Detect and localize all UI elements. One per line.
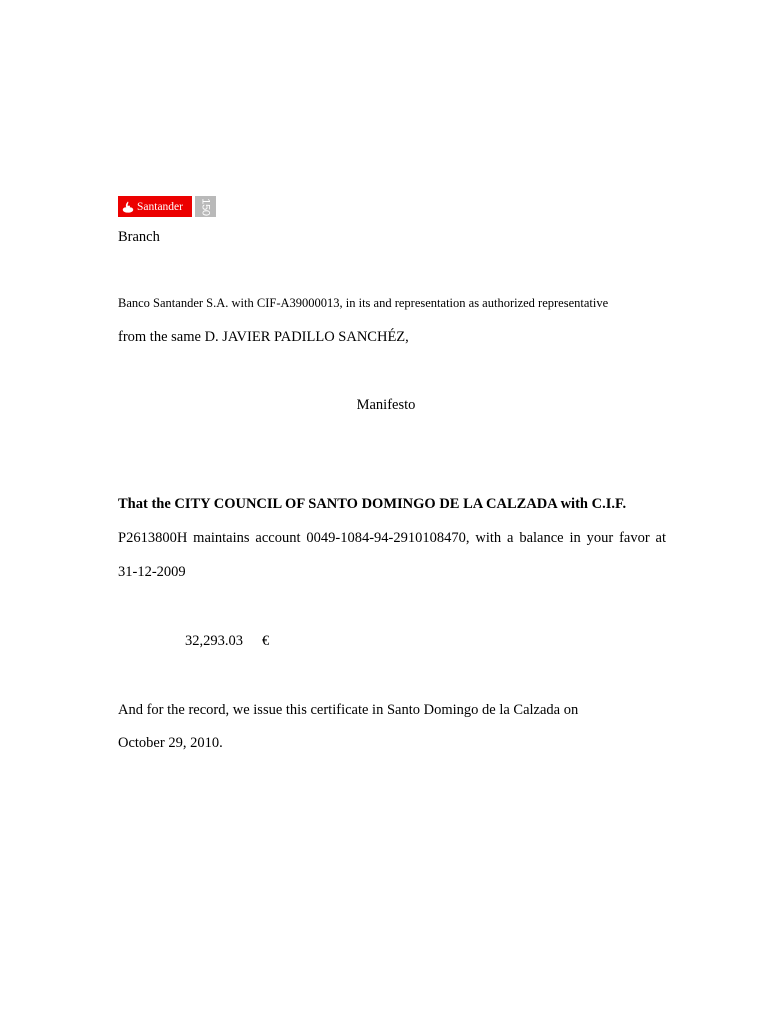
closing-line-1: And for the record, we issue this certificate in Santo Domingo de la Calzada on [118,702,579,718]
heading-manifesto: Manifesto [356,397,416,413]
statement-line-2: P2613800H maintains account 0049-1084-94-2910108470, with a balance in your favor at [118,530,666,546]
statement-line-3: 31-12-2009 [118,564,186,580]
anniversary-badge [195,196,216,217]
flame-icon [122,201,134,213]
santander-logo [118,196,216,217]
intro-line-2: from the same D. JAVIER PADILLO SANCHÉZ, [118,329,409,345]
statement-line-1: That the CITY COUNCIL OF SANTO DOMINGO DE LA CALZADA with C.I.F. [118,496,627,512]
currency-symbol: € [262,633,270,649]
brand-name: Santander [137,200,183,213]
closing-line-2: October 29, 2010. [118,735,223,751]
branch-label: Branch [118,229,160,245]
anniversary-number: 150 [199,197,212,216]
intro-line-1: Banco Santander S.A. with CIF-A39000013, in its and representation as authorized representative [118,296,609,310]
santander-brand-block [118,196,192,217]
balance-amount: 32,293.03 [185,633,243,649]
